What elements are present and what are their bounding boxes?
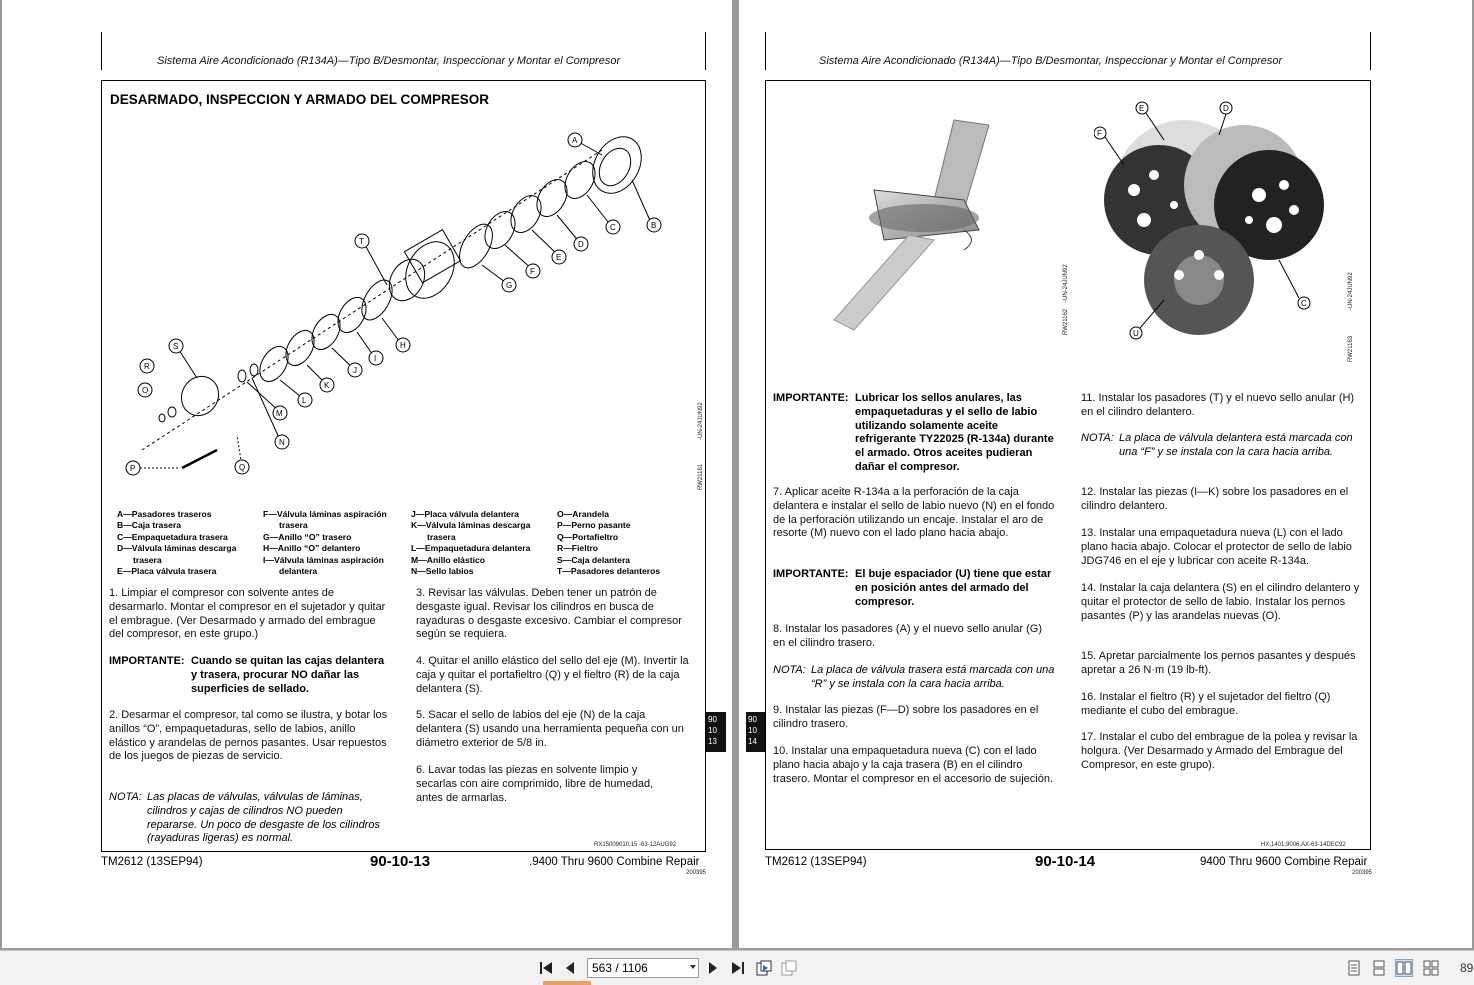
important-note-lubricate: IMPORTANTE: Lubricar los sellos anulares, las empaquetaduras y el sello de labio utilizando solamente aceite refrigerante TY22025 (R-134a) durante el armado. Otros aceites pudieran dañar el compresor.: [773, 392, 1054, 473]
step-2: 2. Desarmar el compresor, tal como se ilustra, y botar los anillos “O”, empaquetaduras, sello de labios, anillo elástico y arandelas de pernos pasantes. Usar repuestos de los juegos de piezas de servicio.: [109, 709, 388, 763]
reference-code: RX15009010,15 -63-12AUG92: [594, 842, 677, 848]
rear-o-ring: [453, 219, 500, 274]
callout-d: [574, 237, 588, 251]
goto-page-button[interactable]: [755, 959, 773, 977]
callout-e: [552, 250, 566, 264]
step-11: 11. Instalar los pasadores (T) y el nuevo sello anular (H) en el cilindro delantero.: [1081, 392, 1355, 418]
svg-text:O: O: [142, 386, 149, 395]
single-page-icon: [1347, 960, 1361, 976]
footer-small-code: 200395: [1352, 870, 1373, 876]
front-plate-1: [332, 293, 372, 338]
step-16: 16. Instalar el fieltro (R) y el sujetador del fieltro (Q) mediante el cubo del embrague.: [1081, 691, 1331, 717]
rear-plate-1: [559, 156, 602, 204]
svg-text:N: N: [279, 438, 285, 447]
footer-page-number: 90-10-14: [1035, 853, 1096, 870]
svg-text:C: C: [610, 223, 616, 232]
single-page-view-button[interactable]: [1345, 959, 1363, 977]
callout-g: [502, 278, 516, 292]
step-13: 13. Instalar una empaquetadura nueva (L) con el lado plano hacia abajo. Colocar el protector de sello de labio JDG746 en el eje y lubricar con aceite R-134a.: [1081, 527, 1352, 567]
footer-manual-id: TM2612 (13SEP94): [765, 856, 867, 868]
figure-code: RW21161: [698, 463, 704, 490]
zoom-level[interactable]: 89: [1460, 961, 1474, 975]
svg-text:T: T: [359, 237, 364, 246]
svg-text:Q: Q: [239, 463, 246, 472]
step-5: 5. Sacar el sello de labios del eje (N) de la caja delantera (S) usando una herramienta pequeña con un diámetro exterior de 5/8 in.: [416, 709, 684, 749]
footer-manual-title: .9400 Thru 9600 Combine Repair: [529, 856, 700, 868]
callout-j: [348, 363, 362, 377]
callout-q: [235, 460, 249, 474]
first-page-icon: [539, 961, 553, 975]
photo-1-date: -UN-24JUN92: [1063, 264, 1069, 302]
callout-e: E: [1139, 104, 1145, 113]
reference-code: HX,1401,9006,AX-63-14DEC92: [1261, 842, 1346, 848]
step-7: 7. Aplicar aceite R-134a a la perforación de la caja delantera e instalar el sello de labio nuevo (N) en el fondo de la perforación utilizando un encaje. Instalar el aro de resorte (M) nuevo con el lado plano hacia abajo.: [773, 486, 1055, 540]
front-o-ring: [356, 275, 399, 325]
svg-text:K: K: [324, 381, 330, 390]
callout-f: [526, 264, 540, 278]
svg-text:E: E: [556, 253, 562, 262]
step-9: 9. Instalar las piezas (F—D) sobre los pasadores en el cilindro trasero.: [773, 704, 1039, 730]
legend-column-2: F—Válvula láminas aspiración trasera G—Anillo “O” trasero H—Anillo “O” delantero I—Válvula láminas aspiración delantera: [263, 509, 387, 577]
previous-page-button[interactable]: [561, 959, 579, 977]
important-note-spacer: IMPORTANTE: El buje espaciador (U) tiene que estar en posición antes del armado del compresor.: [773, 568, 1052, 608]
photo-2-date: -UN-24JUN92: [1348, 272, 1354, 310]
footer-manual-id: TM2612 (13SEP94): [101, 856, 203, 868]
compressor-exploded-diagram: [112, 120, 702, 490]
callout-b: [647, 218, 661, 232]
step-12: 12. Instalar las piezas (I—K) sobre los pasadores en el cilindro delantero.: [1081, 486, 1349, 512]
svg-text:I: I: [374, 354, 377, 363]
front-plate-2: [306, 310, 346, 355]
assembly-axis: [142, 150, 602, 450]
callout-m: [273, 406, 287, 420]
footer-small-code: 200395: [686, 870, 707, 876]
note-front-valve: NOTA: La placa de válvula delantera está marcada con una “F” y se instala con la cara hacia arriba.: [1081, 432, 1353, 458]
section-tab: 90 10 13: [706, 712, 726, 752]
callout-p: [126, 461, 140, 475]
callout-s: [169, 339, 183, 353]
svg-text:R: R: [144, 362, 150, 371]
callout-l: [298, 393, 312, 407]
page-right: [739, 0, 1472, 948]
first-page-button[interactable]: [537, 959, 555, 977]
dropdown-arrow-icon[interactable]: [690, 965, 696, 969]
page-left: [2, 0, 732, 948]
callout-c: [606, 220, 620, 234]
svg-text:B: B: [651, 221, 657, 230]
section-title: DESARMADO, INSPECCION Y ARMADO DEL COMPRESOR: [110, 92, 490, 107]
callout-k: [320, 378, 334, 392]
legend-column-1: A—Pasadores traseros B—Caja trasera C—Empaquetadura trasera D—Válvula láminas descarga trasera E—Placa válvula trasera: [117, 509, 237, 577]
continuous-view-button[interactable]: [1370, 959, 1388, 977]
callout-o: [138, 383, 152, 397]
footer-manual-title: 9400 Thru 9600 Combine Repair: [1200, 856, 1368, 868]
callout-f: F: [1097, 129, 1102, 138]
step-3: 3. Revisar las válvulas. Deben tener un patrón de desgaste igual. Revisar los cilindros en busca de rayaduras o desgaste excesivo. Cambiar el compresor según se requiera.: [416, 587, 682, 641]
step-4: 4. Quitar el anillo elástico del sello del eje (M). Invertir la caja y quitar el portafieltro (Q) y el fieltro (R) de la caja delantera (S).: [416, 655, 689, 695]
step-6: 6. Lavar todas las piezas en solvente limpio y secarlas con aire comprimido, libre de humedad, antes de armarlas.: [416, 764, 654, 804]
step-15: 15. Apretar parcialmente los pernos pasantes y después apretar a 26 N·m (19 lb-ft).: [1081, 650, 1356, 676]
continuous-page-icon: [1372, 960, 1386, 976]
section-tab: 90 10 14: [746, 712, 765, 752]
facing-pages-icon: [1396, 960, 1412, 976]
header-title: Sistema Aire Acondicionado (R134A)—Tipo B/Desmontar, Inspeccionar y Montar el Compresor: [157, 55, 621, 67]
callout-r: [140, 359, 154, 373]
continuous-facing-icon: [1423, 960, 1439, 976]
callout-t: [355, 234, 369, 248]
front-plate-3: [280, 326, 320, 371]
legend-column-3: J—Placa válvula delantera K—Válvula láminas descarga trasera L—Empaquetadura delantera M—Anillo elástico N—Sello labios: [411, 509, 531, 577]
svg-text:H: H: [400, 341, 406, 350]
front-housing: [174, 370, 225, 423]
callout-n: [275, 435, 289, 449]
step-1: 1. Limpiar el compresor con solvente antes de desarmarlo. Montar el compresor en el sujetador y quitar el embrague. (Ver Desarmado y armado del embrague del compresor, en este grupo.): [109, 587, 386, 641]
svg-text:S: S: [173, 342, 179, 351]
last-page-icon: [731, 961, 745, 975]
goto-page-icon: [756, 960, 772, 976]
page-number-field[interactable]: 563 / 1106: [587, 958, 699, 978]
svg-text:F: F: [530, 267, 535, 276]
photo-valve-plates: [1094, 95, 1334, 355]
footer-page-number: 90-10-13: [370, 853, 431, 870]
previous-page-icon: [563, 961, 577, 975]
note-rear-valve: NOTA: La placa de válvula trasera está marcada con una “R” y se instala con la cara hacia arriba.: [773, 664, 1055, 690]
svg-text:L: L: [302, 396, 307, 405]
svg-text:P: P: [130, 464, 136, 473]
important-note-1: IMPORTANTE: Cuando se quitan las cajas delantera y trasera, procurar NO dañar las superficies de sellado.: [109, 655, 385, 695]
viewer-toolbar: [0, 950, 1474, 985]
next-page-icon: [706, 961, 720, 975]
header-title: Sistema Aire Acondicionado (R134A)—Tipo B/Desmontar, Inspeccionar y Montar el Compresor: [819, 55, 1283, 67]
step-8: 8. Instalar los pasadores (A) y el nuevo sello anular (G) en el cilindro trasero.: [773, 623, 1043, 649]
scroll-indicator: [543, 981, 591, 985]
callout-u: U: [1133, 329, 1139, 338]
through-bolt: [182, 450, 217, 468]
compressor-body: [396, 233, 464, 307]
svg-text:J: J: [353, 366, 357, 375]
goto-back-icon: [781, 960, 797, 976]
svg-text:G: G: [506, 281, 513, 290]
step-14: 14. Instalar la caja delantera (S) en el cilindro delantero y quitar el protector de sello de labio. Instalar los pernos pasantes (P) y las arandelas nuevas (O).: [1081, 582, 1360, 622]
last-page-button[interactable]: [729, 959, 747, 977]
step-10: 10. Instalar una empaquetadura nueva (C) con el lado plano hacia abajo y la caja trasera (B) en el cilindro trasero. Montar el compresor en el accesorio de sujeción.: [773, 745, 1054, 785]
next-page-button[interactable]: [704, 959, 722, 977]
photo-1-code: RW21162: [1063, 308, 1069, 335]
callout-a: [568, 133, 582, 147]
note-1: NOTA: Las placas de válvulas, válvulas de láminas, cilindros y cajas de cilindros NO pueden repararse. Un poco de desgaste de los cilindros (rayaduras ligeras) es normal.: [109, 791, 380, 845]
callout-c: C: [1301, 299, 1307, 308]
figure-date: -UN-24JUN92: [698, 402, 704, 440]
legend-column-4: O—Arandela P—Perno pasante Q—Portafieltro R—Fieltro S—Caja delantera T—Pasadores delanteros: [557, 509, 661, 577]
goto-back-button[interactable]: [780, 959, 798, 977]
diagram-callouts: [126, 133, 661, 475]
step-17: 17. Instalar el cubo del embrague de la polea y revisar la holgura. (Ver Desarmado y Armado del Embrague del Compresor, en este grupo).: [1081, 731, 1358, 771]
callout-d: D: [1223, 104, 1229, 113]
svg-text:D: D: [578, 240, 584, 249]
photo-lip-seal-install: [814, 100, 1014, 340]
svg-text:M: M: [276, 409, 283, 418]
callout-i: [369, 351, 383, 365]
svg-text:A: A: [572, 136, 578, 145]
photo-2-code: RW21163: [1348, 335, 1354, 362]
facing-view-button[interactable]: [1395, 959, 1413, 977]
callout-h: [396, 338, 410, 352]
continuous-facing-view-button[interactable]: [1422, 959, 1440, 977]
